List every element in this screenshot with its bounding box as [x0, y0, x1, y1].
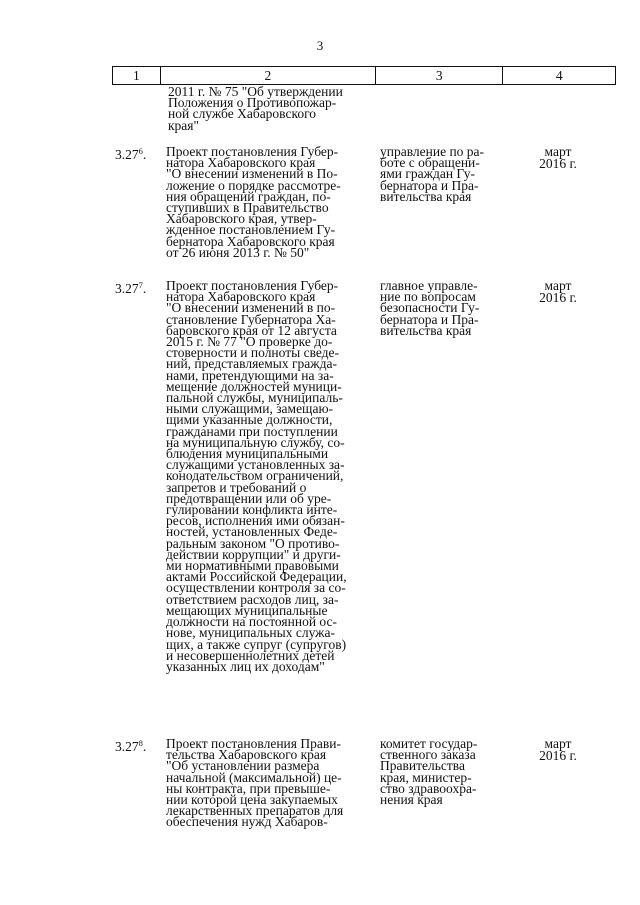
text-line: ральным законом "О противо- — [166, 535, 340, 551]
text-line: ной службе Хабаровского — [168, 106, 317, 122]
text-line: "Об установлении размера — [166, 758, 320, 774]
text-line: бернатора и Пра- — [380, 177, 479, 193]
text-line: ния обращений граждан, по- — [166, 188, 331, 204]
row-description — [166, 146, 341, 258]
page-number: 3 — [316, 38, 324, 53]
text-line: ми нормативными правовыми — [166, 558, 339, 574]
text-line: комитет государ- — [380, 736, 478, 751]
header-col-3: 3 — [375, 67, 503, 84]
text-line: управление по ра- — [380, 144, 485, 159]
text-line: начальной (максимальной) це- — [166, 769, 342, 785]
text-line: нове, муниципальных служа- — [166, 625, 335, 641]
header-col-4: 4 — [502, 67, 615, 84]
text-line: блюдения муниципальными — [166, 446, 329, 462]
text-line: ностей, установленных Феде- — [166, 524, 338, 540]
header-col-1: 1 — [133, 67, 140, 83]
date-month: март — [544, 736, 572, 751]
text-line: Проект постановления Губер- — [166, 278, 339, 293]
text-line: ступивших в Правительство — [166, 200, 329, 216]
text-line: от 26 июня 2013 г. № 50" — [166, 244, 310, 260]
text-line: щими указанные должности, — [166, 412, 333, 428]
row-number: 3.27$^7$. — [115, 280, 147, 296]
date-month: март — [544, 144, 572, 159]
text-line: служащими установленных за- — [166, 457, 345, 473]
text-line: Правительства — [380, 758, 465, 774]
text-line: становление Губернатора Ха- — [166, 311, 336, 327]
text-line: обеспечения нужд Хабаров- — [166, 814, 328, 830]
text-line: и несовершеннолетних детей — [166, 647, 335, 663]
row-responsible — [380, 736, 478, 808]
text-line: бернатора и Пра- — [380, 311, 479, 327]
text-line: тельства Хабаровского края — [166, 747, 327, 763]
text-line: действии коррупции" и други- — [166, 546, 341, 562]
date-year: 2016 г. — [539, 748, 577, 763]
text-line: мещающих муниципальные — [166, 602, 328, 618]
text-line: мещение должностей муници- — [166, 378, 342, 394]
text-line: баровского края от 12 августа — [166, 322, 337, 338]
row-description — [166, 738, 343, 828]
text-line: натора Хабаровского края — [166, 289, 316, 305]
date-year: 2016 г. — [539, 290, 577, 305]
text-line: нии которой цена закупаемых — [166, 792, 338, 808]
text-line: пальной службы, муниципаль- — [166, 390, 343, 406]
text-line: вительства края — [380, 322, 472, 338]
text-line: нения края — [380, 792, 443, 808]
text-line: ными служащими, замещаю- — [166, 401, 334, 417]
text-line: гулировании конфликта инте- — [166, 502, 338, 518]
row-responsible — [380, 146, 484, 202]
text-line: ственного заказа — [380, 747, 476, 763]
text-line: щих, а также супруг (супругов) — [166, 636, 347, 652]
text-line: ответствием расходов лиц, за- — [166, 591, 339, 607]
text-line: предотвращении или об уре- — [166, 490, 332, 506]
text-line: лекарственных препаратов для — [166, 803, 344, 819]
text-line: жденное постановлением Гу- — [166, 222, 336, 238]
text-line: гражданами при поступлении — [166, 423, 338, 439]
text-line: бернатора Хабаровского края — [166, 233, 335, 249]
text-line: ство здравоохра- — [380, 780, 477, 796]
text-line: 2011 г. № 75 "Об утверждении — [168, 84, 343, 99]
text-line: края" — [168, 117, 200, 133]
text-line: натора Хабаровского края — [166, 155, 316, 171]
text-line: ложение о порядке рассмотре- — [166, 177, 341, 193]
text-line: Проект постановления Губер- — [166, 144, 339, 159]
row-date — [528, 738, 588, 762]
row-number: 3.27$^6$. — [115, 146, 147, 162]
text-line: Проект постановления Прави- — [166, 736, 341, 751]
text-line: 2015 г. № 77 "О проверке до- — [166, 334, 333, 350]
text-line: стоверности и полноты сведе- — [166, 345, 340, 361]
table-header-row — [112, 66, 616, 85]
text-line: ны контракта, при превыше- — [166, 780, 331, 796]
text-line: ний, представляемых гражда- — [166, 356, 337, 372]
text-line: Хабаровского края, утвер- — [166, 211, 317, 227]
text-line: осуществлении контроля за со- — [166, 580, 346, 596]
text-line: боте с обращени- — [380, 155, 480, 171]
date-month: март — [544, 278, 572, 293]
text-line: актами Российской Федерации, — [166, 569, 347, 585]
row-date — [528, 146, 588, 170]
text-line: безопасности Гу- — [380, 300, 480, 316]
text-line: края, министер- — [380, 769, 472, 785]
text-line: должности на постоянной ос- — [166, 614, 337, 630]
row-description — [166, 280, 347, 672]
text-line: нами, претендующими на за- — [166, 367, 334, 383]
row-number: 3.27$^8$. — [115, 738, 147, 754]
text-line: "О внесении изменений в по- — [166, 300, 336, 316]
text-line: вительства края — [380, 188, 472, 204]
text-line: указанных лиц их доходам" — [166, 658, 325, 674]
text-line: главное управле- — [380, 278, 478, 293]
text-line: на муниципальную службу, со- — [166, 434, 345, 450]
text-line: ние по вопросам — [380, 289, 476, 305]
continued-description — [168, 86, 343, 131]
row-responsible — [380, 280, 479, 336]
text-line: "О внесении изменений в По- — [166, 166, 338, 182]
text-line: ресов, исполнения ими обязан- — [166, 513, 345, 529]
row-date — [528, 280, 588, 304]
text-line: запретов и требований о — [166, 479, 307, 495]
text-line: Положения о Противопожар- — [168, 95, 337, 111]
text-line: ями граждан Гу- — [380, 166, 475, 182]
date-year: 2016 г. — [539, 156, 577, 171]
text-line: конодательством ограничений, — [166, 468, 344, 484]
header-col-2: 2 — [160, 67, 375, 84]
